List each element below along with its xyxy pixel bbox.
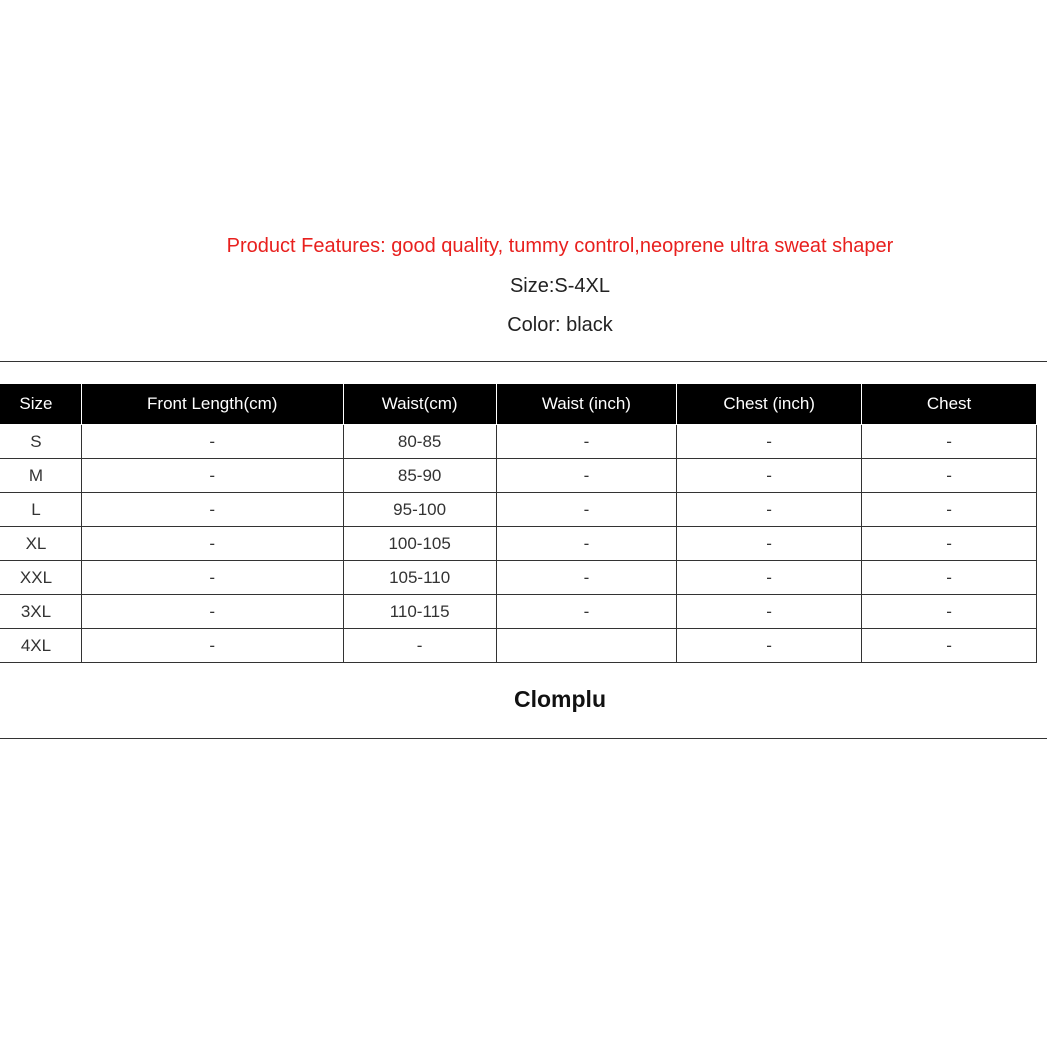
header-front-length: Front Length(cm): [81, 384, 343, 425]
cell-waist-inch: -: [496, 425, 676, 459]
cell-size: S: [0, 425, 81, 459]
cell-chest-inch: -: [677, 459, 862, 493]
cell-front-length: -: [81, 629, 343, 663]
table-row: [0, 629, 1037, 663]
cell-waist-cm: -: [343, 629, 496, 663]
cell-size: XL: [0, 527, 81, 561]
cell-waist-inch: -: [496, 595, 676, 629]
cell-waist-inch: -: [496, 459, 676, 493]
table-row: [0, 561, 1037, 595]
cell-front-length: -: [81, 595, 343, 629]
table-row: [0, 459, 1037, 493]
cell-chest-inch: -: [677, 595, 862, 629]
cell-size: M: [0, 459, 81, 493]
table-row: [0, 425, 1037, 459]
cell-front-length: -: [81, 459, 343, 493]
color-text: Color: black: [507, 314, 613, 336]
cell-front-length: -: [81, 425, 343, 459]
cell-chest: -: [862, 425, 1037, 459]
brand-name: Clomplu: [514, 686, 606, 712]
header-chest-inch: Chest (inch): [677, 384, 862, 425]
cell-waist-cm: 80-85: [343, 425, 496, 459]
divider-bottom: [0, 738, 1047, 739]
cell-waist-cm: 110-115: [343, 595, 496, 629]
cell-waist-cm: 100-105: [343, 527, 496, 561]
cell-waist-inch: -: [496, 561, 676, 595]
cell-chest: -: [862, 629, 1037, 663]
table-row: [0, 527, 1037, 561]
table-header-row: [0, 384, 1037, 425]
cell-chest: -: [862, 527, 1037, 561]
cell-waist-inch: -: [496, 527, 676, 561]
header-waist-cm: Waist(cm): [343, 384, 496, 425]
cell-chest-inch: -: [677, 425, 862, 459]
cell-chest-inch: -: [677, 561, 862, 595]
cell-size: 4XL: [0, 629, 81, 663]
header-waist-inch: Waist (inch): [496, 384, 676, 425]
table-row: [0, 595, 1037, 629]
cell-size: XXL: [0, 561, 81, 595]
cell-front-length: -: [81, 527, 343, 561]
divider-top: [0, 361, 1047, 362]
cell-front-length: -: [81, 493, 343, 527]
cell-waist-cm: 85-90: [343, 459, 496, 493]
table-row: [0, 493, 1037, 527]
cell-chest: -: [862, 561, 1037, 595]
cell-chest-inch: -: [677, 527, 862, 561]
cell-waist-inch: -: [496, 493, 676, 527]
product-features-text: Product Features: good quality, tummy control,neoprene ultra sweat shaper: [226, 235, 894, 257]
cell-chest-inch: -: [677, 629, 862, 663]
cell-size: L: [0, 493, 81, 527]
size-range-text: Size:S-4XL: [509, 275, 611, 297]
cell-size: 3XL: [0, 595, 81, 629]
header-size: Size: [0, 384, 81, 425]
size-chart-table: [0, 383, 1037, 663]
cell-chest-inch: -: [677, 493, 862, 527]
cell-front-length: -: [81, 561, 343, 595]
cell-chest: -: [862, 493, 1037, 527]
cell-waist-cm: 95-100: [343, 493, 496, 527]
cell-chest: -: [862, 595, 1037, 629]
cell-waist-inch: [496, 629, 676, 663]
cell-chest: -: [862, 459, 1037, 493]
cell-waist-cm: 105-110: [343, 561, 496, 595]
header-chest: Chest: [862, 384, 1037, 425]
